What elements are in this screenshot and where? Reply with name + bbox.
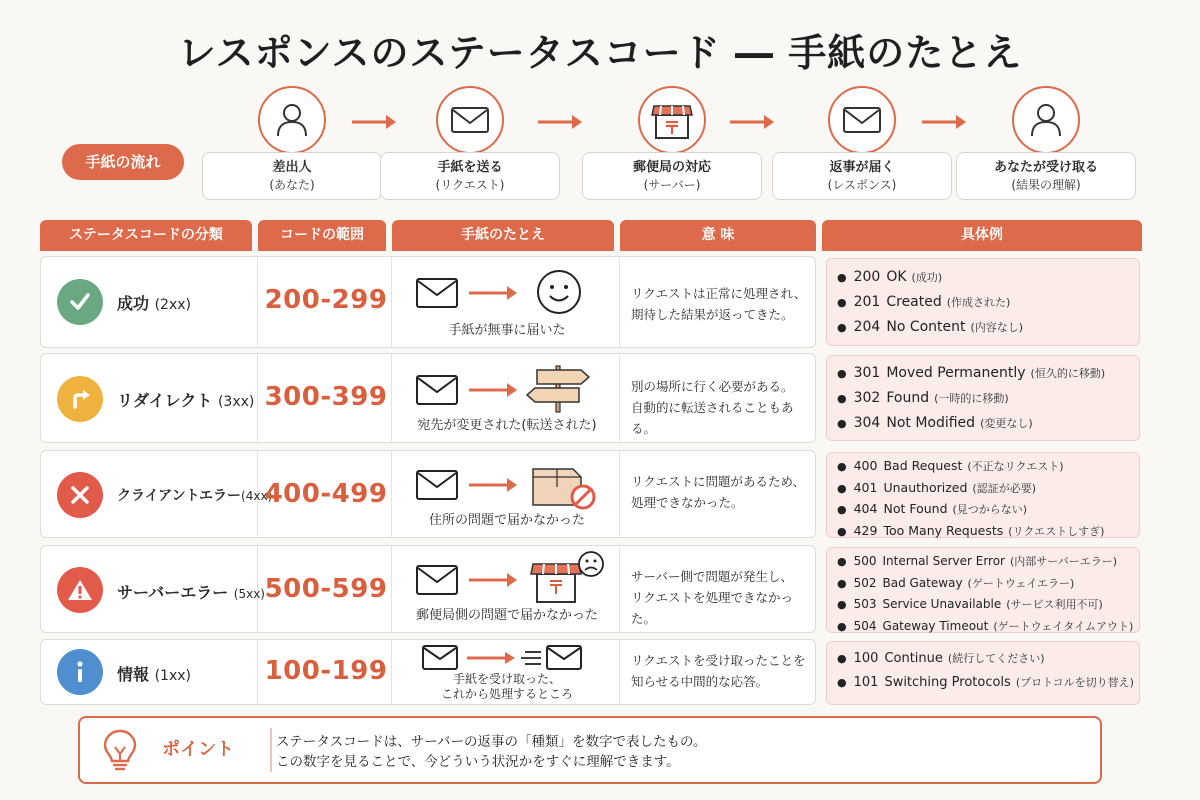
- list-item: ● 101 Switching Protocols (プロトコルを切り替え): [837, 675, 1134, 690]
- envelope-icon: [436, 86, 504, 154]
- envelope-icon: [417, 566, 457, 594]
- arrow-right-icon: [469, 286, 517, 300]
- flow-step-server: [582, 86, 762, 202]
- flow-step-sub: (サーバー): [643, 178, 701, 192]
- code-range: 100-199: [264, 656, 388, 686]
- flow-step-label: あなたが受け取る: [993, 160, 1098, 175]
- category-label: サーバーエラー (5xx): [117, 583, 265, 602]
- person-icon: [1012, 86, 1080, 154]
- arrow-right-icon: [469, 383, 517, 397]
- post-office-icon: [638, 86, 706, 154]
- list-item: ● 302 Found (一時的に移動): [837, 390, 1009, 406]
- flow-step-sender: [202, 86, 382, 202]
- arrow-right-icon: [536, 112, 584, 132]
- meaning-text: 別の場所に行く必要がある。 自動的に転送されることもある。: [631, 379, 794, 436]
- examples-4xx: [826, 452, 1140, 538]
- header-examples: 具体例: [822, 220, 1142, 251]
- arrow-right-icon: [469, 478, 517, 492]
- flow-step-label: 郵便局の対応: [632, 160, 711, 175]
- point-box: [78, 716, 1102, 784]
- list-item: ● 401 Unauthorized (認証が必要): [837, 479, 1036, 495]
- list-item: ● 200 OK (成功): [837, 269, 943, 285]
- person-icon: [258, 86, 326, 154]
- server-error-illustration: [413, 550, 613, 606]
- arrow-right-icon: [728, 112, 776, 132]
- list-item: ● 503 Service Unavailable (サービス利用不可): [837, 597, 1103, 611]
- category-label: 情報 (1xx): [117, 665, 191, 684]
- header-analogy: 手紙のたとえ: [392, 220, 614, 251]
- lightbulb-icon: [98, 727, 142, 773]
- examples-1xx: [826, 641, 1140, 705]
- analogy-caption: 郵便局側の問題で届かなかった: [415, 608, 598, 623]
- list-item: ● 429 Too Many Requests (リクエストしすぎ): [837, 522, 1105, 538]
- flow-step-receiver: [956, 86, 1136, 202]
- list-item: ● 500 Internal Server Error (内部サーバーエラー): [837, 554, 1118, 568]
- table-row: [40, 545, 816, 633]
- meaning-text: リクエストは正常に処理され、 期待した結果が返ってきた。: [631, 286, 807, 322]
- received-illustration: [421, 642, 601, 674]
- point-label: ポイント: [162, 739, 234, 760]
- envelope-icon: [417, 376, 457, 404]
- table-row: [40, 256, 816, 348]
- flow-step-label: 手紙を送る: [437, 160, 503, 175]
- flow-step-label: 差出人: [272, 160, 312, 175]
- category-label: リダイレクト (3xx): [117, 391, 255, 410]
- examples-2xx: [826, 258, 1140, 346]
- flow-step-sub: (リクエスト): [435, 178, 505, 192]
- table-row: [40, 353, 816, 443]
- analogy-caption: 住所の問題で届かなかった: [428, 513, 585, 528]
- code-range: 300-399: [264, 382, 388, 412]
- category-label: 成功 (2xx): [117, 294, 191, 313]
- envelope-icon: [417, 471, 457, 499]
- examples-3xx: [826, 355, 1140, 441]
- post-office-icon: [531, 564, 581, 602]
- header-range: コードの範囲: [258, 220, 386, 251]
- list-item: ● 301 Moved Permanently (恒久的に移動): [837, 365, 1106, 381]
- list-item: ● 502 Bad Gateway (ゲートウェイエラー): [837, 575, 1075, 590]
- redirect-arrow-icon: [57, 376, 103, 422]
- address-error-illustration: [413, 457, 603, 511]
- code-range: 400-499: [264, 479, 388, 509]
- cross-icon: [57, 472, 103, 518]
- flow-step-sub: (結果の理解): [1011, 178, 1081, 192]
- arrow-right-icon: [467, 652, 515, 664]
- code-range: 200-299: [264, 285, 388, 315]
- analogy-caption: 手紙が無事に届いた: [448, 323, 566, 338]
- envelope-icon: [423, 646, 457, 669]
- envelope-icon: [828, 86, 896, 154]
- meaning-text: リクエストに問題があるため、 処理できなかった。: [631, 474, 806, 510]
- flow-step-request: [380, 86, 560, 202]
- info-icon: [57, 649, 103, 695]
- meaning-text: リクエストを受け取ったことを 知らせる中間的な応答。: [631, 653, 806, 689]
- header-meaning: 意 味: [620, 220, 816, 251]
- envelope-moving-icon: [521, 646, 581, 669]
- list-item: ● 404 Not Found (見つからない): [837, 501, 1028, 516]
- header-category: ステータスコードの分類: [40, 220, 252, 251]
- analogy-caption: 宛先が変更された(転送された): [417, 418, 597, 433]
- list-item: ● 100 Continue (続行してください): [837, 651, 1045, 666]
- point-text: ステータスコードは、サーバーの返事の「種類」を数字で表したもの。 この数字を見ることで、今どういう状況かをすぐに理解できます。: [276, 734, 707, 770]
- smiley-icon: [538, 271, 580, 313]
- table-row: [40, 639, 816, 705]
- list-item: ● 400 Bad Request (不正なリクエスト): [837, 458, 1064, 473]
- analogy-caption: 手紙を受け取った、 これから処理するところ: [440, 672, 573, 701]
- flow-step-sub: (レスポンス): [827, 178, 897, 192]
- list-item: ● 204 No Content (内容なし): [837, 319, 1024, 335]
- delivered-illustration: [413, 265, 603, 317]
- envelope-icon: [417, 279, 457, 307]
- list-item: ● 304 Not Modified (変更なし): [837, 415, 1033, 431]
- signpost-icon: [527, 366, 589, 412]
- list-item: ● 201 Created (作成された): [837, 294, 1011, 310]
- redirect-illustration: [413, 362, 603, 414]
- flow-step-response: [772, 86, 952, 202]
- flow-step-label: 返事が届く: [829, 160, 895, 175]
- examples-5xx: [826, 547, 1140, 633]
- flow-step-sub: (あなた): [269, 178, 315, 192]
- arrow-right-icon: [469, 573, 517, 587]
- category-label: クライアントエラー(4xx): [117, 488, 273, 504]
- sad-face-icon: [579, 552, 603, 576]
- flow-tag: 手紙の流れ: [62, 144, 184, 180]
- warning-icon: [57, 567, 103, 613]
- list-item: ● 504 Gateway Timeout (ゲートウェイタイムアウト): [837, 618, 1134, 633]
- table-row: [40, 450, 816, 538]
- meaning-text: サーバー側で問題が発生し、 リクエストを処理できなかった。: [631, 569, 794, 626]
- page-title: レスポンスのステータスコード ― 手紙のたとえ: [177, 31, 1023, 75]
- prohibited-icon: [572, 486, 594, 508]
- checkmark-icon: [57, 279, 103, 325]
- code-range: 500-599: [264, 574, 388, 604]
